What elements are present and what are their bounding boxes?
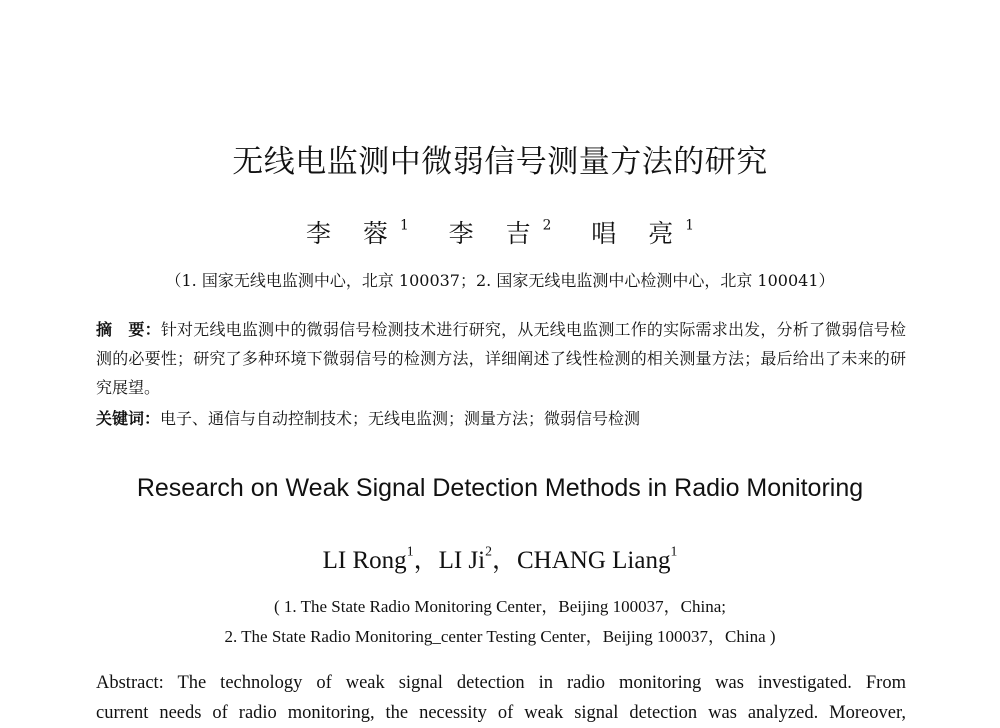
chinese-author-list [0,214,1000,250]
author-en-1-affiliation-mark: 1 [406,543,414,559]
chinese-abstract [96,315,906,402]
author-cn-1-affiliation-mark: 1 [399,217,409,234]
english-affiliation-line-2: 2. The State Radio Monitoring_center Testing Center，Beijing 100037，China ) [224,627,776,646]
chinese-keywords-text: 电子、通信与自动控制技术；无线电监测；测量方法；微弱信号检测 [160,409,641,428]
author-en-3-affiliation-mark: 1 [670,543,678,559]
author-en-1: LI Rong [322,547,407,574]
chinese-title: 无线电监测中微弱信号测量方法的研究 [232,144,768,180]
english-author-list: LI Rong$^1$，LI Ji$^2$，CHANG Liang$^1$ [322,543,678,574]
author-en-2-affiliation-mark: 2 [485,543,492,559]
chinese-affiliation: （1. 国家无线电监测中心，北京 100037；2. 国家无线电监测中心检测中心，北京 100041） [165,271,835,290]
chinese-keywords [96,404,906,433]
author-en-2: LI Ji [438,547,486,574]
author-cn-2: 李 吉 [448,219,543,248]
author-en-3: CHANG Liang [517,547,671,574]
author-cn-3: 唱 亮 [591,219,686,248]
chinese-abstract-text: 针对无线电监测中的微弱信号检测技术进行研究，从无线电监测工作的实际需求出发，分析了微弱信号检测的必要性；研究了多种环境下微弱信号的检测方法，详细阐述了线性检测的相关测量方法；最后给出了未来的研究展望。 [96,320,906,397]
author-cn-2-affiliation-mark: 2 [542,217,552,234]
chinese-abstract-label: 摘 要： [96,320,161,339]
english-title: Research on Weak Signal Detection Methods in Radio Monitoring [136,474,864,502]
author-cn-3-affiliation-mark: 1 [685,217,694,234]
english-abstract-line-2: current needs of radio monitoring, the necessity of weak signal detection was analyzed. Moreover, [96,703,906,723]
english-abstract [96,668,906,728]
author-cn-1: 李 蓉 [306,219,400,248]
english-abstract-line-1: Abstract: The technology of weak signal detection in radio monitoring was investigated. From [96,673,906,693]
chinese-keywords-label: 关键词： [96,409,161,428]
english-affiliation-line-1: ( 1. The State Radio Monitoring Center，Beijing 100037，China; [273,597,727,616]
